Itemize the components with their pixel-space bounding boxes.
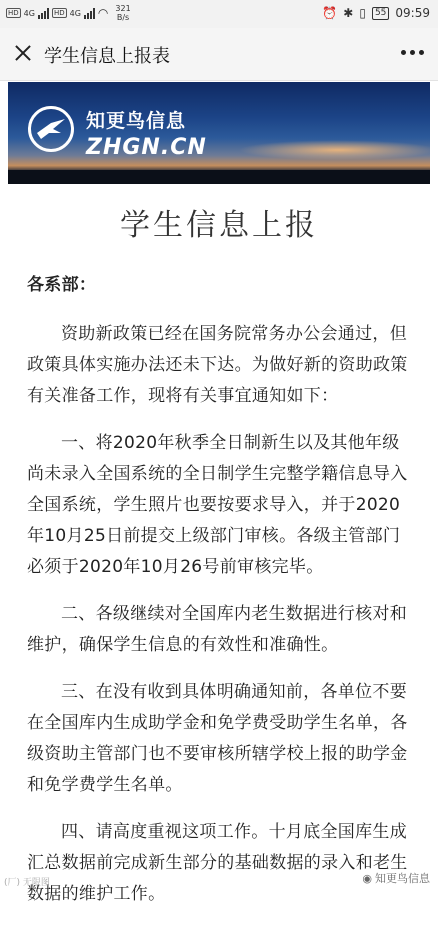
vibrate-icon: ▯ xyxy=(359,6,366,20)
more-options-button[interactable] xyxy=(401,50,424,55)
bird-logo-icon xyxy=(28,106,74,152)
watermark-text: 知更鸟信息 xyxy=(375,872,430,885)
battery-icon: 55 xyxy=(372,7,389,20)
paragraph-item-2: 二、各级继续对全国库内老生数据进行核对和维护，确保学生信息的有效性和准确性。 xyxy=(27,604,407,655)
close-button[interactable] xyxy=(10,40,36,66)
signal-type-2: 4G xyxy=(69,8,81,18)
signal-icon xyxy=(38,8,49,19)
salutation: 各系部： xyxy=(27,275,97,295)
signal-type: 4G xyxy=(23,8,35,18)
brand-name-en: ZHGN.CN xyxy=(86,135,207,160)
header-banner xyxy=(8,82,430,184)
hd-badge: HD xyxy=(8,9,19,17)
watermark-left: (厂) 无限图 xyxy=(4,878,50,888)
watermark-right xyxy=(362,870,430,886)
brand-logo xyxy=(86,106,207,160)
hd-badge-2: HD xyxy=(53,9,65,17)
paragraph-intro: 资助新政策已经在国务院常务办公会通过，但政策具体实施办法还未下达。为做好新的资助政策有关准备工作，现将有关事宜通知如下： xyxy=(27,324,408,406)
nav-bar xyxy=(0,28,438,81)
wechat-icon: ◉ xyxy=(362,871,372,885)
wifi-icon: ◠ xyxy=(97,6,109,20)
network-status xyxy=(6,4,131,22)
status-bar xyxy=(0,0,438,28)
paragraph-item-1: 一、将2020年秋季全日制新生以及其他年级尚未录入全国系统的全日制学生完整学籍信息导入全国系统，学生照片也要按要求导入，并于2020年10月25日前提交上级部门审核。各级主管部门必须于2020年10月26号前审核完毕。 xyxy=(27,433,408,577)
paragraph-item-3: 三、在没有收到具体明确通知前，各单位不要在全国库内生成助学金和免学费受助学生名单，各级资助主管部门也不要审核所辖学校上报的助学金和免学费学生名单。 xyxy=(27,682,408,795)
system-status xyxy=(322,6,430,20)
brand-name-cn: 知更鸟信息 xyxy=(86,110,187,132)
speed-value: 321 xyxy=(115,4,131,13)
signal-icon-2 xyxy=(84,8,95,19)
page-title: 学生信息上报表 xyxy=(44,46,170,67)
clock: 09:59 xyxy=(395,6,430,20)
alarm-icon: ⏰ xyxy=(322,6,338,20)
paragraph-item-4: 四、请高度重视这项工作。十月底全国库生成汇总数据前完成新生部分的基础数据的录入和老生数据的维护工作。 xyxy=(27,822,408,904)
document-title: 学生信息上报 xyxy=(120,208,318,243)
network-speed xyxy=(115,4,130,22)
bluetooth-icon: ✱ xyxy=(343,6,354,20)
article-body xyxy=(27,270,415,926)
speed-unit: B/s xyxy=(116,13,130,22)
